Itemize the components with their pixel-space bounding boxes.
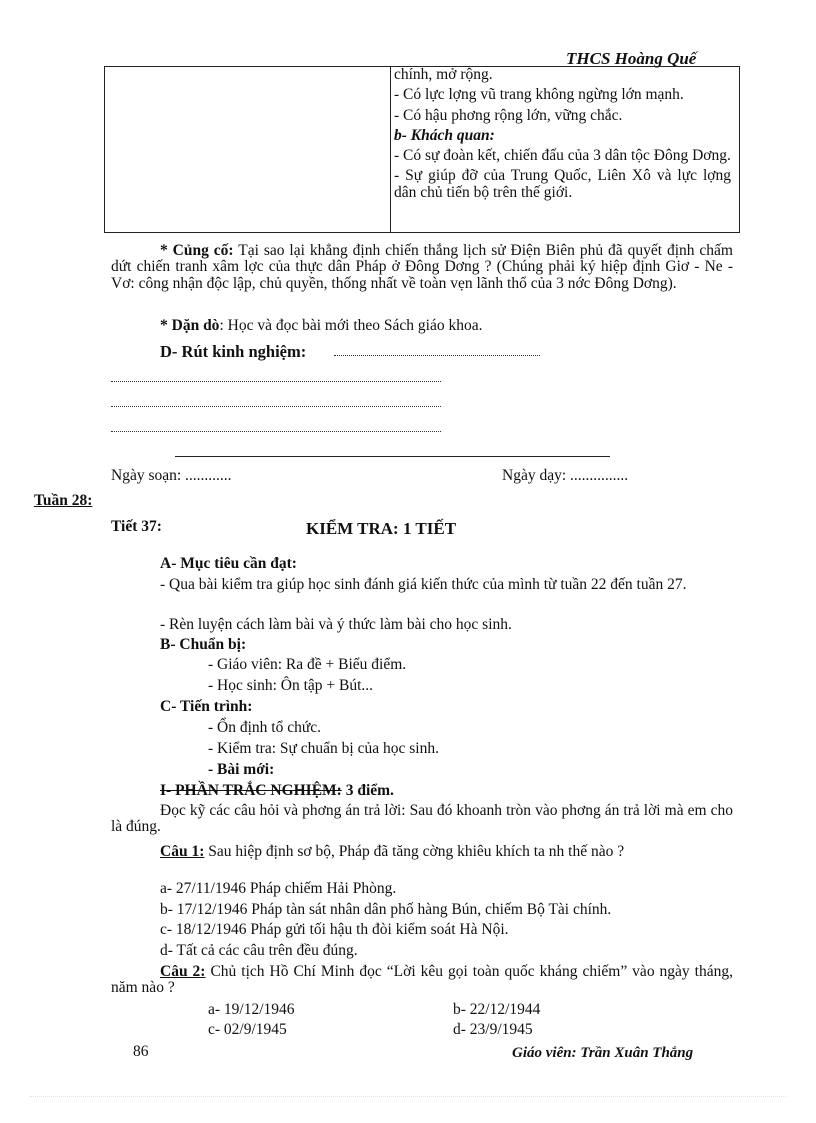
dotted-line [111,381,441,382]
table-line: - Có lực lợng vũ trang không ngừng lớn mạnh. [394,86,684,104]
table-line: - Có sự đoàn kết, chiến đấu của 3 dân tộc Đông Dơng. [394,147,731,165]
section-c-line2: - Kiểm tra: Sự chuẩn bị của học sinh. [208,740,439,757]
part1-points: 3 điểm. [341,782,394,799]
table-line: - Có hậu phơng rộng lớn, vững chắc. [394,106,623,124]
question-1-label: Câu 1: [160,843,205,860]
section-a-line2: - Rèn luyện cách làm bài và ý thức làm bài cho học sinh. [160,616,512,633]
question-2-label: Câu 2: [160,963,206,980]
instruction-paragraph: Đọc kỹ các câu hỏi và phơng án trả lời: Sau đó khoanh tròn vào phơng án trả lời mà em cho là đúng. [111,802,733,836]
footer-teacher: Giáo viên: Trần Xuân Thắng [512,1045,694,1061]
tiet-label: Tiết 37: [111,518,162,535]
table-line: chính, mở rộng. [394,66,493,83]
dan-do-text: : Học và đọc bài mới theo Sách giáo khoa. [219,317,483,334]
table-line-heading: b- Khách quan: [394,126,495,144]
question-1 [111,844,733,860]
section-c-line3: - Bài mới: [208,761,275,778]
section-b-line2: - Học sinh: Ôn tập + Bút... [208,677,374,694]
page-number: 86 [133,1043,149,1060]
dotted-line [111,431,441,432]
section-c-title: C- Tiến trình: [160,698,253,715]
rut-kinh-nghiem-label: D- Rút kinh nghiệm: [160,342,307,361]
question-1-option: d- Tất cả các câu trên đều đúng. [160,942,358,959]
question-2-option: c- 02/9/1945 [208,1021,287,1038]
section-b-line1: - Giáo viên: Ra đề + Biểu điểm. [208,656,407,673]
dan-do-label: * Dặn dò [160,317,220,334]
section-c-line1: - Ổn định tổ chức. [208,719,322,736]
tuan-label: Tuần 28: [34,492,93,509]
dan-do-line [160,318,482,334]
dotted-line [111,406,441,407]
dotted-line [334,355,540,356]
section-a-line1: - Qua bài kiểm tra giúp học sinh đánh giá kiến thức của mình từ tuần 22 đến tuần 27. [160,576,687,593]
question-2-option: b- 22/12/1944 [453,1001,541,1018]
ngay-soan: Ngày soạn: ............ [111,467,232,484]
question-2 [111,964,733,997]
part1-line [160,783,394,799]
section-b-title: B- Chuẩn bị: [160,636,247,653]
section-a-title: A- Mục tiêu cần đạt: [160,555,297,572]
ngay-day: Ngày dạy: ............... [502,467,629,484]
question-1-text: Sau hiệp định sơ bộ, Pháp đã tăng cờng khiêu khích ta nh thế nào ? [204,843,625,860]
table-line: - Sự giúp đỡ của Trung Quốc, Liên Xô và lực lợng dân chủ tiến bộ trên thế giới. [394,167,731,201]
question-2-text: Chủ tịch Hồ Chí Minh đọc “Lời kêu gọi toàn quốc kháng chiếm” vào ngày tháng, năm nào ? [111,963,733,997]
table-divider [390,67,391,232]
header-school: THCS Hoàng Quế [566,49,697,68]
cung-co-text: Tại sao lại khẳng định chiến thắng lịch sử Điện Biên phủ đã quyết định chấm dứt chiến tranh xâm lợc của thực dân Pháp ở Đông Dơng ? (Chúng phải ký hiệp định Giơ - Ne - Vơ: công nhận độc lập, chủ quyền, thống nhất về toàn vẹn lãnh thổ của 3 nớc Đông Dơng). [111,242,733,292]
question-1-option: a- 27/11/1946 Pháp chiếm Hải Phòng. [160,880,397,897]
cung-co-paragraph [111,243,733,292]
separator-line [175,456,610,457]
table-cell-right [394,67,731,201]
question-1-option: c- 18/12/1946 Pháp gửi tối hậu th đòi kiểm soát Hà Nội. [160,921,509,938]
page-title: KIỂM TRA: 1 TIẾT [306,519,457,538]
cung-co-label: * Củng cố: [160,242,234,259]
question-2-option: d- 23/9/1945 [453,1021,533,1038]
part1-heading: I- PHẦN TRẮC NGHIỆM: [160,782,342,799]
question-1-option: b- 17/12/1946 Pháp tàn sát nhân dân phố hàng Bún, chiếm Bộ Tài chính. [160,901,612,918]
question-2-option: a- 19/12/1946 [208,1001,295,1018]
content-table [104,66,740,233]
page-bottom-border [30,1096,786,1097]
